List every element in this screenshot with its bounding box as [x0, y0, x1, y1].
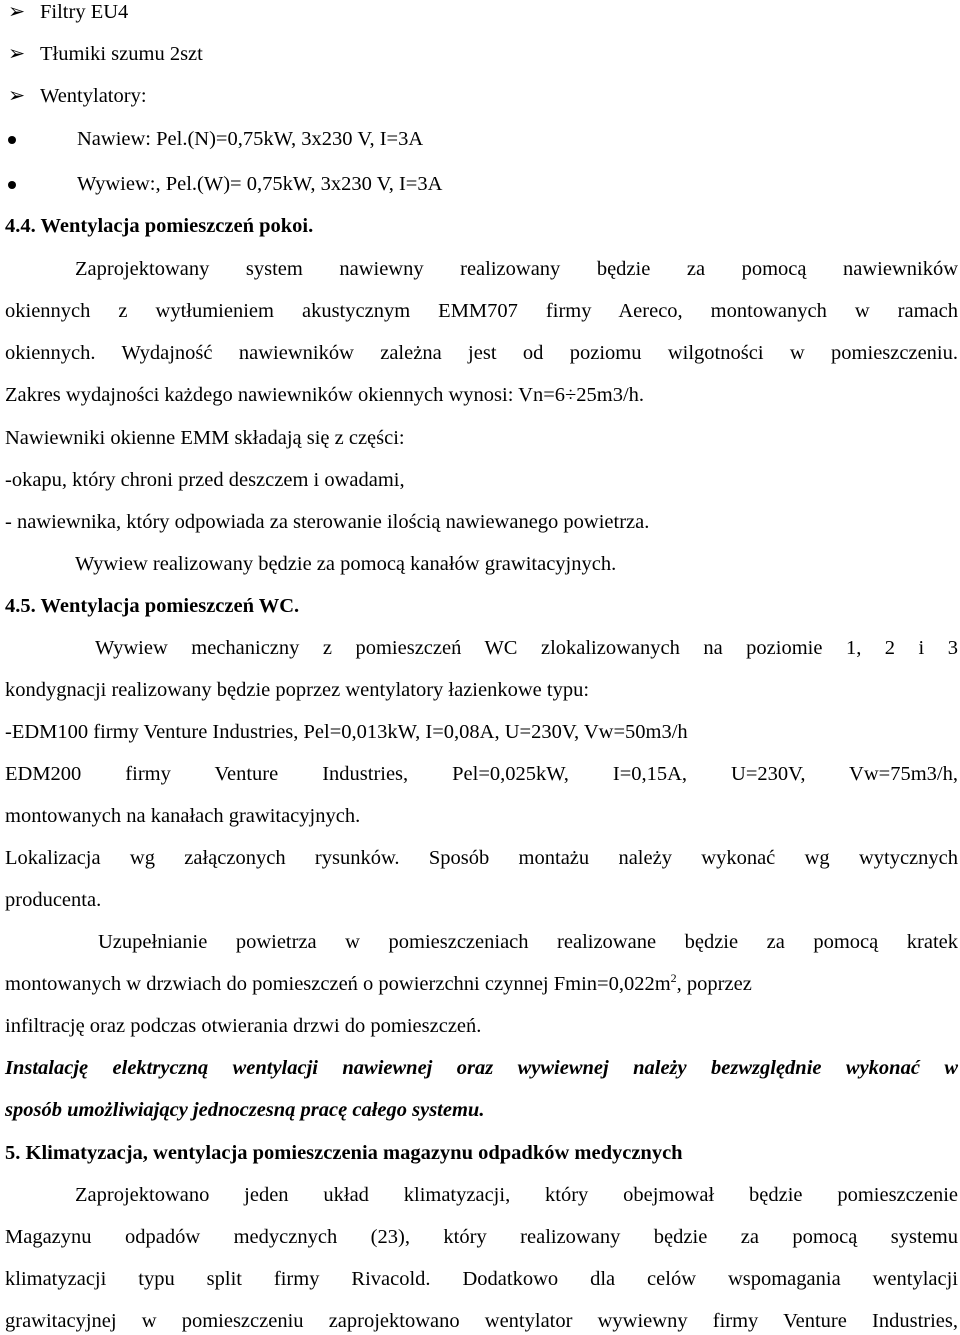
paragraph-line: - nawiewnika, który odpowiada za sterowanie ilością nawiewanego powietrza. [5, 511, 650, 533]
paragraph-line: montowanych w drzwiach do pomieszczeń o powierzchni czynnej $Fmin=0,022m^2$, poprzez [5, 971, 752, 995]
paragraph-line: Wywiew mechaniczny z pomieszczeń WC zlokalizowanych na poziomie 1, 2 i 3 [95, 637, 958, 659]
paragraph-line: Uzupełnianie powietrza w pomieszczeniach realizowane będzie za pomocą kratek [98, 931, 958, 953]
document-page: ➢ Filtry EU4 ➢ Tłumiki szumu 2szt ➢ Wentylatory: Nawiew: Pel.(N)=0,75kW, 3x230 V, I=3A Wywiew:, Pel.(W)= 0,75kW, 3x230 V, I=3A 4.4. Wentylacja pomieszczeń pokoi. Zaprojektowany system nawiewny realizowany będzie za pomocą nawiewników okiennych z wytłumieniem akustycznym EMM707 firmy Aereco, montowanych w ramach okiennych. Wydajność nawiewników zależna jest od poziomu wilgotności w pomieszczeniu. Zakres wydajności każdego nawiewników okiennych wynosi: Vn=6÷25m3/h. Nawiewniki okienne EMM składają się z części: -okapu, który chroni przed deszczem i owadami, - nawiewnika, który odpowiada za sterowanie ilością nawiewanego powietrza. Wywiew realizowany będzie za pomocą kanałów grawitacyjnych. 4.5. Wentylacja pomieszczeń WC. Wywiew mechaniczny z pomieszczeń WC zlokalizowanych na poziomie 1, 2 i 3 kondygnacji realizowany będzie poprzez wentylatory łazienkowe typu: -EDM100 firmy Venture Industries, Pel=0,013kW, I=0,08A, U=230V, Vw=50m3/h EDM200 firmy Venture Industries, Pel=0,025kW, I=0,15A, U=230V, Vw=75m3/h, montowanych na kanałach grawitacyjnych. Lokalizacja wg załączonych rysunków. Sposób montażu należy wykonać wg wytycznych producenta. Uzupełnianie powietrza w pomieszczeniach realizowane będzie za pomocą kratek montowanych w drzwiach do pomieszczeń o powierzchni czynnej $Fmin=0,022m^2$, poprzez infiltrację oraz podczas otwierania drzwi do pomieszczeń. Instalację elektryczną wentylacji nawiewnej oraz wywiewnej należy bezwzględnie wykonać w sposób umożliwiający jednoczesną pracę całego systemu. 5. Klimatyzacja, wentylacja pomieszczenia magazynu odpadków medycznych Zaprojektowano jeden układ klimatyzacji, który obejmował będzie pomieszczenie Magazynu odpadów medycznych (23), który realizowany będzie za pomocą systemu klimatyzacji typu split firmy Rivacold. Dodatkowo dla celów wspomagania wentylacji grawitacyjnej w pomieszczeniu zaprojektowano wentylator wywiewny firmy Venture Industries, [5, 1, 958, 1332]
paragraph-line: Magazynu odpadów medycznych (23), który realizowany będzie za pomocą systemu [5, 1226, 958, 1248]
paragraph-line: grawitacyjnej w pomieszczeniu zaprojektowano wentylator wywiewny firmy Venture Industries, [5, 1310, 958, 1332]
paragraph-line: okiennych z wytłumieniem akustycznym EMM707 firmy Aereco, montowanych w ramach [5, 300, 958, 322]
paragraph-line: EDM200 firmy Venture Industries, Pel=0,025kW, I=0,15A, U=230V, Vw=75m3/h, [5, 763, 958, 785]
paragraph-line: Lokalizacja wg załączonych rysunków. Sposób montażu należy wykonać wg wytycznych [5, 847, 958, 869]
paragraph-line: Wywiew realizowany będzie za pomocą kanałów grawitacyjnych. [75, 553, 617, 575]
section-heading: 4.4. Wentylacja pomieszczeń pokoi. [5, 215, 314, 237]
paragraph-line: okiennych. Wydajność nawiewników zależna jest od poziomu wilgotności w pomieszczeniu. [5, 342, 958, 364]
dot-bullet-icon [8, 136, 16, 144]
arrow-bullet-icon: ➢ [8, 1, 26, 23]
paragraph-line: infiltrację oraz podczas otwierania drzwi do pomieszczeń. [5, 1015, 482, 1037]
note-line: sposób umożliwiający jednoczesną pracę całego systemu. [5, 1099, 485, 1121]
arrow-bullet-icon: ➢ [8, 43, 26, 65]
paragraph-line: Nawiewniki okienne EMM składają się z części: [5, 427, 405, 449]
paragraph-line: producenta. [5, 889, 102, 911]
paragraph-line: klimatyzacji typu split firmy Rivacold. Dodatkowo dla celów wspomagania wentylacji [5, 1268, 958, 1290]
dot-bullet-icon [8, 181, 16, 189]
paragraph-line: Zakres wydajności każdego nawiewników okiennych wynosi: Vn=6÷25m3/h. [5, 384, 645, 406]
note-line: Instalację elektryczną wentylacji nawiewnej oraz wywiewnej należy bezwzględnie wykonać w [5, 1057, 958, 1079]
arrow-bullet-icon: ➢ [8, 85, 26, 107]
superscript: 2 [670, 971, 677, 986]
section-heading: 5. Klimatyzacja, wentylacja pomieszczenia magazynu odpadków medycznych [5, 1142, 683, 1164]
paragraph-line: Zaprojektowano jeden układ klimatyzacji, który obejmował będzie pomieszczenie [75, 1184, 958, 1206]
paragraph-line: kondygnacji realizowany będzie poprzez wentylatory łazienkowe typu: [5, 679, 590, 701]
paragraph-line: -EDM100 firmy Venture Industries, Pel=0,013kW, I=0,08A, U=230V, Vw=50m3/h [5, 721, 688, 743]
paragraph-line: -okapu, który chroni przed deszczem i owadami, [5, 469, 405, 491]
section-heading: 4.5. Wentylacja pomieszczeń WC. [5, 595, 300, 617]
paragraph-line: Zaprojektowany system nawiewny realizowany będzie za pomocą nawiewników [75, 258, 958, 280]
paragraph-line: montowanych na kanałach grawitacyjnych. [5, 805, 361, 827]
